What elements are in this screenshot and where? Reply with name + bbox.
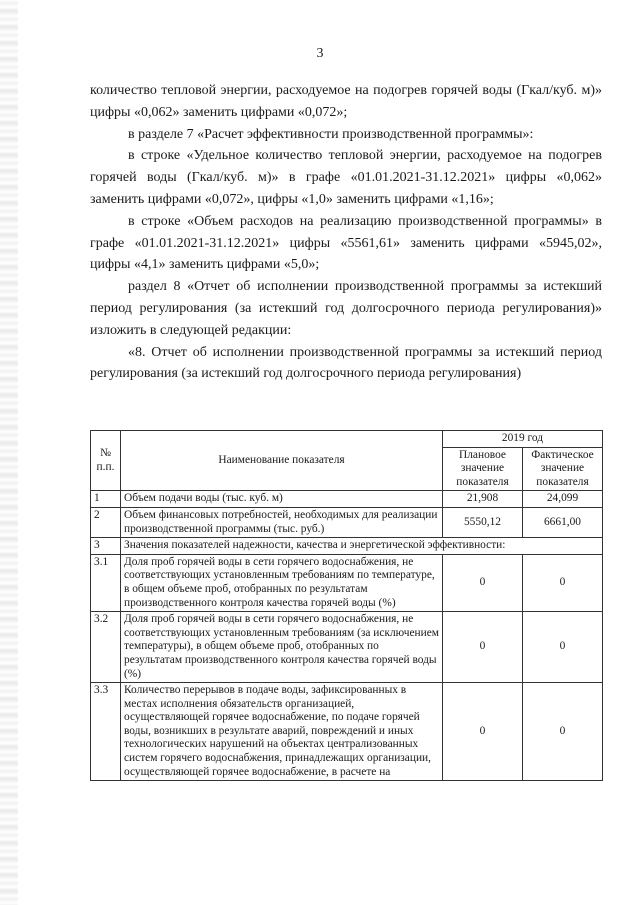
row-actual: 24,099 xyxy=(523,491,603,508)
row-name: Объем финансовых потребностей, необходимых для реализации производственной программы (тыс. руб.) xyxy=(121,507,443,537)
header-year: 2019 год xyxy=(443,431,603,448)
header-name: Наименование показателя xyxy=(121,431,443,491)
row-actual: 0 xyxy=(523,612,603,683)
table-row xyxy=(91,507,603,537)
paragraph-2: в разделе 7 «Расчет эффективности производственной программы»: xyxy=(128,126,534,142)
row-name: Количество перерывов в подаче воды, зафиксированных в местах исполнения обязательств организацией, осуществляющей горячее водоснабжение, по подаче горячей воды, возникших в результате аварий, повреждений и иных технологических нарушений на объектах централизованных систем горячего водоснабжения, принадлежащих организации, осуществляющей горячее водоснабжение, в расчете на xyxy=(121,683,443,781)
row-num: 3 xyxy=(91,538,121,555)
row-actual: 0 xyxy=(523,554,603,611)
paragraph-6: «8. Отчет об исполнении производственной программы за истекший период регулирования (за истекший год долгосрочного периода регулирования) xyxy=(90,344,602,382)
table-row xyxy=(91,554,603,611)
header-num: № п.п. xyxy=(91,431,121,491)
table-row xyxy=(91,683,603,781)
table-row xyxy=(91,612,603,683)
row-planned: 5550,12 xyxy=(443,507,523,537)
row-num: 2 xyxy=(91,507,121,537)
row-actual: 6661,00 xyxy=(523,507,603,537)
row-num: 1 xyxy=(91,491,121,508)
report-table xyxy=(90,430,603,781)
table-row xyxy=(91,491,603,508)
paragraph-5: раздел 8 «Отчет об исполнении производственной программы за истекший период регулирования (за истекший год долгосрочного периода регулирования)» изложить в следующей редакции: xyxy=(90,279,602,338)
row-planned: 0 xyxy=(443,612,523,683)
row-num: 3.2 xyxy=(91,612,121,683)
row-num: 3.3 xyxy=(91,683,121,781)
row-name: Доля проб горячей воды в сети горячего водоснабжения, не соответствующих установленным требованиям по температуре, в общем объеме проб, отобранных по результатам производственного контроля качества горячей воды (%) xyxy=(121,554,443,611)
row-planned: 21,908 xyxy=(443,491,523,508)
header-planned: Плановое значение показателя xyxy=(443,447,523,491)
document-body xyxy=(90,80,602,385)
paragraph-4: в строке «Объем расходов на реализацию производственной программы» в графе «01.01.2021-31.12.2021» цифры «5561,61» заменить цифрами «5945,02», цифры «4,1» заменить цифрами «5,0»; xyxy=(90,213,602,273)
row-num: 3.1 xyxy=(91,554,121,611)
scan-edge xyxy=(0,0,18,905)
row-actual: 0 xyxy=(523,683,603,781)
row-planned: 0 xyxy=(443,554,523,611)
page-number: 3 xyxy=(316,46,324,61)
table-row xyxy=(91,538,603,555)
row-name: Доля проб горячей воды в сети горячего водоснабжения, не соответствующих установленным требованиям (за исключением температуры), в общем объеме проб, отобранных по результатам производственного контроля качества горячей воды (%) xyxy=(121,612,443,683)
header-row-1 xyxy=(91,431,603,448)
paragraph-3: в строке «Удельное количество тепловой энергии, расходуемое на подогрев горячей воды (Гкал/куб. м)» в графе «01.01.2021-31.12.2021» цифры «0,062» заменить цифрами «0,072», цифры «1,0» заменить цифрами «1,16»; xyxy=(90,148,602,207)
paragraph-1: количество тепловой энергии, расходуемое на подогрев горячей воды (Гкал/куб. м)» цифры «0,062» заменить цифрами «0,072»; xyxy=(90,83,602,120)
row-planned: 0 xyxy=(443,683,523,781)
header-actual: Фактическое значение показателя xyxy=(523,447,603,491)
row-section-title: Значения показателей надежности, качества и энергетической эффективности: xyxy=(121,538,603,555)
row-name: Объем подачи воды (тыс. куб. м) xyxy=(121,491,443,508)
